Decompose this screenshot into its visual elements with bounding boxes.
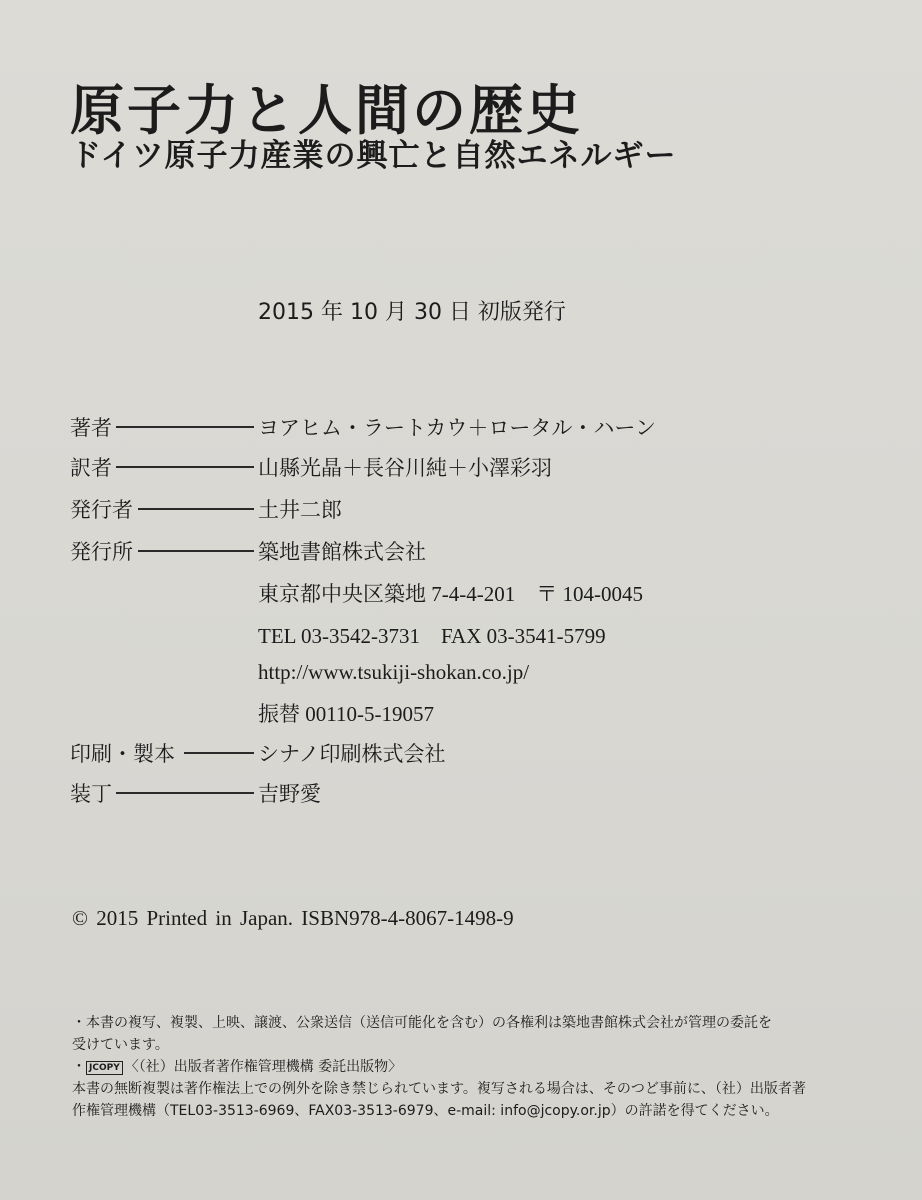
leader-line: [116, 792, 254, 794]
credit-row-printing: [70, 732, 870, 772]
credit-value: 土井二郎: [258, 498, 342, 522]
leader-line: [138, 550, 254, 552]
credit-role: 著者: [70, 416, 112, 440]
publisher-website: [70, 654, 870, 694]
publisher-transfer: [70, 692, 870, 732]
credit-role: 発行者: [70, 498, 133, 522]
book-subtitle: ドイツ原子力産業の興亡と自然エネルギー: [70, 138, 677, 174]
credit-value: ヨアヒム・ラートカウ＋ロータル・ハーン: [258, 416, 656, 440]
note-line: 本書の無断複製は著作権法上での例外を除き禁じられています。複写される場合は、そのつど事前に、（社）出版者著: [72, 1081, 806, 1097]
credit-role: 発行所: [70, 540, 133, 564]
jcopy-logo: JCOPY: [86, 1061, 123, 1075]
credit-row-author: [70, 406, 870, 446]
note-line: ・本書の複写、複製、上映、譲渡、公衆送信（送信可能化を含む）の各権利は築地書館株式会社が管理の委託を: [72, 1015, 772, 1031]
leader-line: [138, 508, 254, 510]
credit-role: 装丁: [70, 782, 112, 806]
publisher-phone: [70, 614, 870, 654]
bullet: ・: [72, 1059, 86, 1075]
credit-value: シナノ印刷株式会社: [258, 742, 446, 766]
leader-line: [116, 466, 254, 468]
credit-row-publisher: [70, 530, 870, 570]
credit-value: 築地書館株式会社: [258, 540, 426, 564]
publication-date: 2015 年 10 月 30 日 初版発行: [258, 300, 566, 325]
credit-value: 吉野愛: [258, 782, 321, 806]
leader-line: [116, 426, 254, 428]
book-title: 原子力と人間の歴史: [70, 81, 583, 141]
credit-role: 訳者: [70, 456, 112, 480]
publisher-address: [70, 572, 870, 612]
credit-row-translator: [70, 446, 870, 486]
note-line: 受けています。: [72, 1037, 169, 1053]
note-line-jcopy: [72, 1056, 892, 1078]
credit-row-publisher-person: [70, 488, 870, 528]
copyright-isbn: © 2015 Printed in Japan. ISBN978-4-8067-1498-9: [72, 906, 514, 930]
address-text: 東京都中央区築地 7-4-4-201 〒 104-0045: [258, 582, 643, 606]
credit-role: 印刷・製本: [70, 742, 175, 766]
note-line: 作権管理機構（TEL03-3513-6969、FAX03-3513-6979、e-mail: info@jcopy.or.jp）の許諾を得てください。: [72, 1103, 779, 1119]
credit-row-design: [70, 772, 870, 812]
leader-line: [184, 752, 254, 754]
website-url: http://www.tsukiji-shokan.co.jp/: [258, 660, 530, 684]
phone-fax-text: TEL 03-3542-3731 FAX 03-3541-5799: [258, 624, 606, 648]
transfer-account: 振替 00110-5-19057: [258, 702, 434, 726]
note-text: 〈（社）出版者著作権管理機構 委託出版物〉: [124, 1059, 403, 1075]
legal-notes: [72, 1012, 892, 1122]
credit-value: 山縣光晶＋長谷川純＋小澤彩羽: [258, 456, 552, 480]
